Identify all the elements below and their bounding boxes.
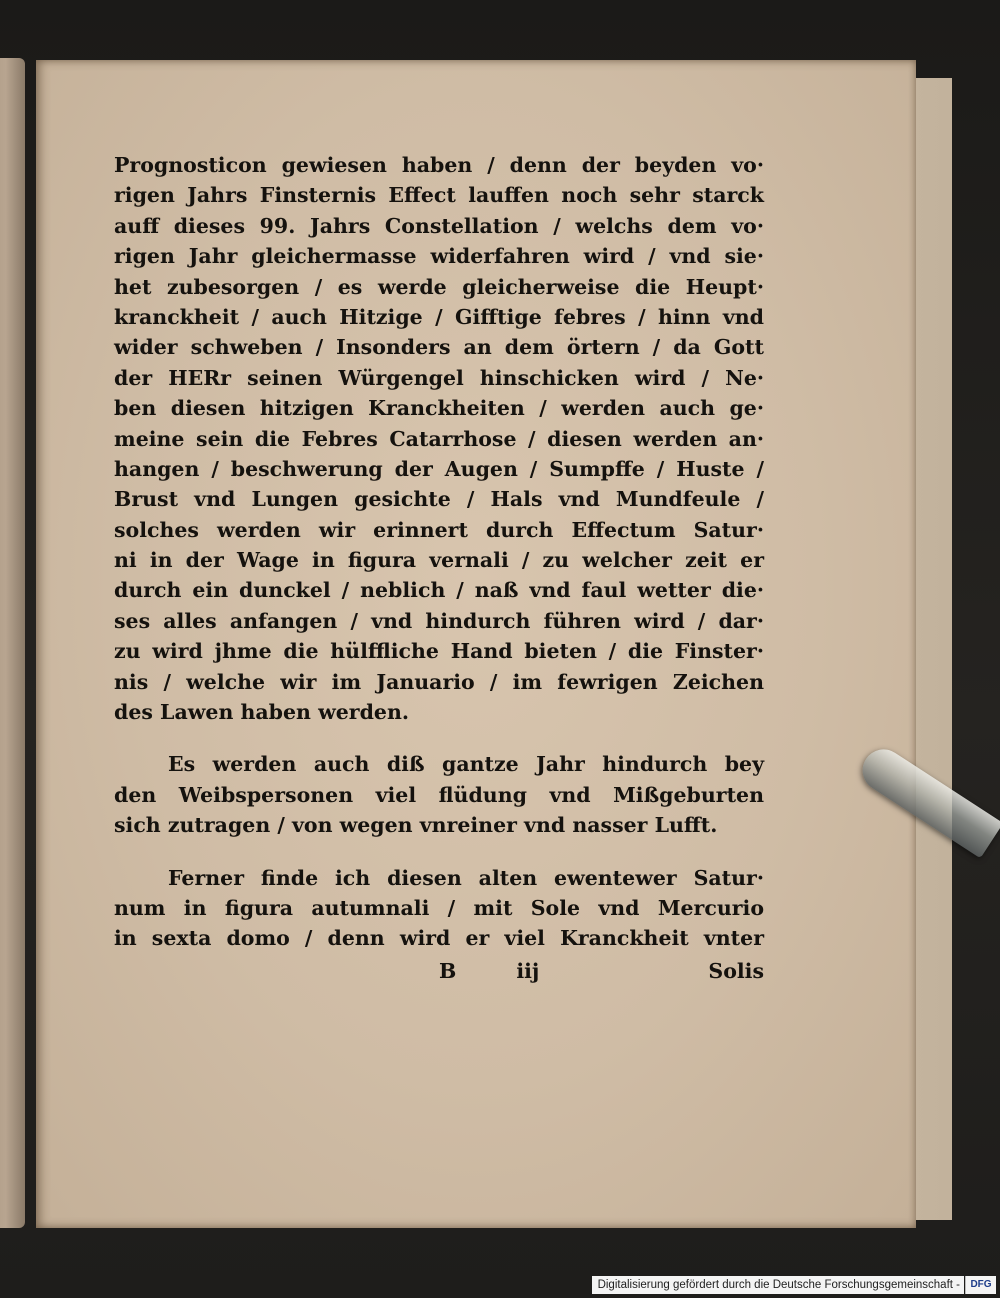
- text-line: wider schweben / Insonders an dem örtern / da Gott: [114, 335, 764, 360]
- text-line: hangen / beschwerung der Augen / Sumpffe / Huste /: [114, 456, 764, 481]
- text-line: Brust vnd Lungen gesichte / Hals vnd Mundfeule /: [114, 487, 764, 512]
- text-line: auff dieses 99. Jahrs Constellation / welchs dem vo·: [114, 213, 764, 238]
- text-line: den Weibspersonen viel flüdung vnd Mißgeburten: [114, 782, 764, 807]
- text-line: rigen Jahr gleichermasse widerfahren wird / vnd sie·: [114, 244, 764, 269]
- page-footer: [114, 954, 764, 988]
- text-line: Prognosticon gewiesen haben / denn der beyden vo·: [114, 153, 764, 177]
- text-line: rigen Jahrs Finsternis Effect lauffen noch sehr starck: [114, 183, 764, 208]
- catchword: Solis: [708, 958, 764, 983]
- text-line: ni in der Wage in figura vernali / zu welcher zeit er: [114, 548, 764, 573]
- text-line: solches werden wir erinnert durch Effectum Satur·: [114, 517, 764, 542]
- text-line: num in figura autumnali / mit Sole vnd Mercurio: [114, 895, 764, 920]
- signature-number: iij: [516, 958, 540, 983]
- facing-page-edge: [0, 58, 25, 1228]
- text-line: zu wird jhme die hülffliche Hand bieten / die Finster·: [114, 639, 764, 664]
- text-line: het zubesorgen / es werde gleicherweise die Heupt·: [114, 274, 764, 299]
- text-line: meine sein die Febres Catarrhose / diesen werden an·: [114, 426, 764, 451]
- digitization-credit: Digitalisierung gefördert durch die Deutsche Forschungsgemeinschaft -: [592, 1276, 964, 1294]
- text-line: in sexta domo / denn wird er viel Kranckheit vnter: [114, 926, 764, 951]
- text-line: nis / welche wir im Januario / im fewrigen Zeichen: [114, 669, 764, 694]
- text-line: sich zutragen / von wegen vnreiner vnd nasser Lufft.: [114, 813, 718, 838]
- text-line: durch ein dunckel / neblich / naß vnd faul wetter die·: [114, 578, 764, 603]
- text-line: ses alles anfangen / vnd hindurch führen wird / dar·: [114, 608, 764, 633]
- text-line: des Lawen haben werden.: [114, 700, 409, 725]
- text-line: ben diesen hitzigen Kranckheiten / werden auch ge·: [114, 396, 764, 421]
- dfg-logo: DFG: [965, 1276, 996, 1294]
- text-line: der HERr seinen Würgengel hinschicken wird / Ne·: [114, 365, 764, 390]
- text-line: kranckheit / auch Hitzige / Gifftige febres / hinn vnd: [114, 304, 764, 329]
- signature-mark: B: [439, 958, 457, 983]
- page-text: [114, 150, 764, 988]
- text-line: Es werden auch diß gantze Jahr hindurch bey: [168, 752, 764, 777]
- text-line: Ferner finde ich diesen alten ewentewer Satur·: [168, 865, 764, 890]
